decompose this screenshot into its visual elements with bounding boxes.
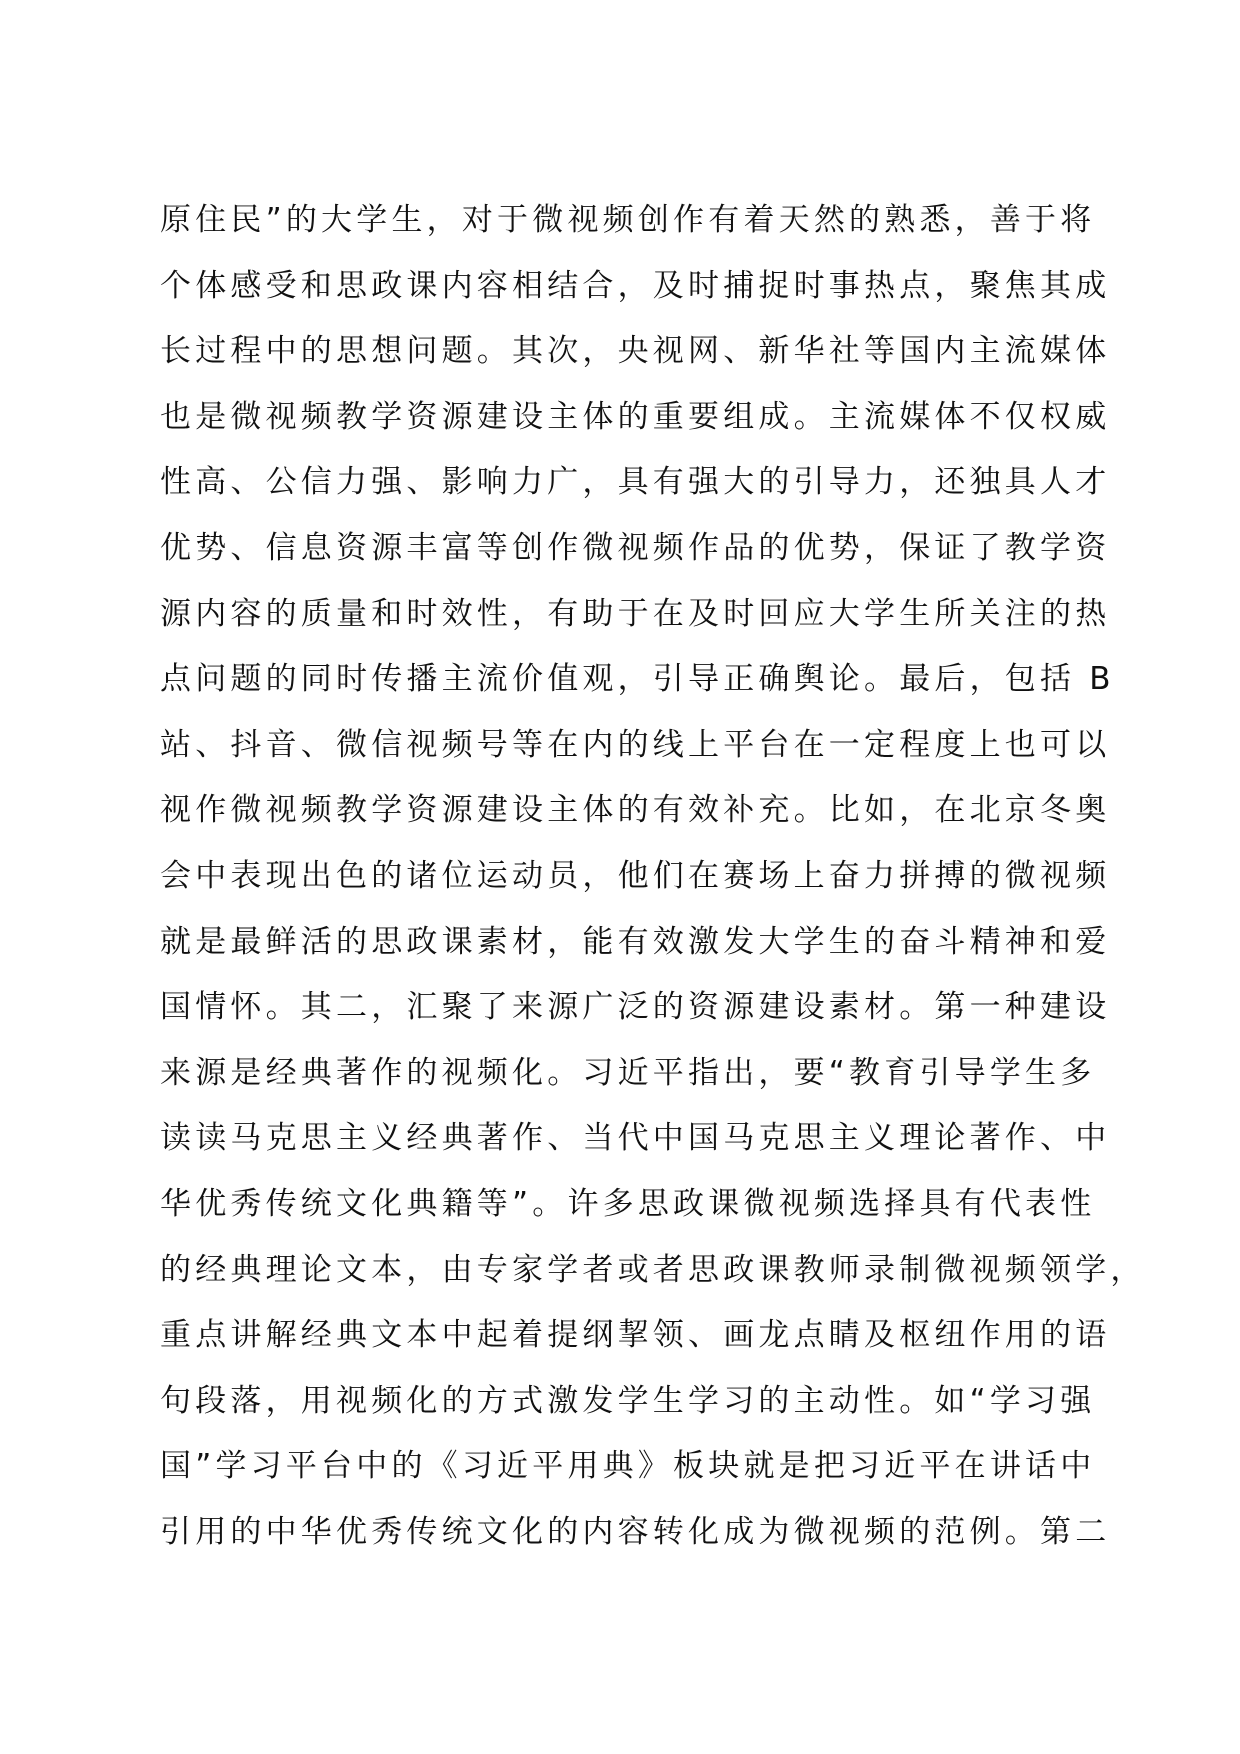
text-line: 国情怀。其二，汇聚了来源广泛的资源建设素材。第一种建设 [160, 989, 1111, 1026]
text-line: 也是微视频教学资源建设主体的重要组成。主流媒体不仅权威 [160, 398, 1111, 435]
text-line: 个体感受和思政课内容相结合，及时捕捉时事热点，聚焦其成 [160, 267, 1111, 304]
text-line: 原住民”的大学生，对于微视频创作有着天然的熟悉，善于将 [160, 202, 1096, 238]
text-line: 华优秀传统文化典籍等”。许多思政课微视频选择具有代表性 [160, 1185, 1096, 1222]
text-line: 优势、信息资源丰富等创作微视频作品的优势，保证了教学资 [160, 529, 1111, 566]
text-line: 国”学习平台中的《习近平用典》板块就是把习近平在讲话中 [160, 1448, 1096, 1485]
text-line: 点问题的同时传播主流价值观，引导正确舆论。最后，包括 B [160, 661, 1115, 698]
text-line: 读读马克思主义经典著作、当代中国马克思主义理论著作、中 [160, 1120, 1111, 1157]
text-line: 源内容的质量和时效性，有助于在及时回应大学生所关注的热 [160, 595, 1111, 632]
text-line: 长过程中的思想问题。其次，央视网、新华社等国内主流媒体 [160, 333, 1111, 370]
text-line: 性高、公信力强、影响力广，具有强大的引导力，还独具人才 [160, 464, 1111, 501]
text-line: 站、抖音、微信视频号等在内的线上平台在一定程度上也可以 [160, 726, 1111, 763]
body-paragraph [160, 188, 1146, 1565]
text-line: 视作微视频教学资源建设主体的有效补充。比如，在北京冬奥 [160, 792, 1111, 829]
text-line: 重点讲解经典文本中起着提纲挈领、画龙点睛及枢纽作用的语 [160, 1317, 1111, 1354]
text-line: 引用的中华优秀传统文化的内容转化成为微视频的范例。第二 [160, 1513, 1111, 1550]
text-line: 就是最鲜活的思政课素材，能有效激发大学生的奋斗精神和爱 [160, 923, 1111, 960]
text-line: 的经典理论文本，由专家学者或者思政课教师录制微视频领学， [160, 1251, 1146, 1288]
text-line: 会中表现出色的诸位运动员，他们在赛场上奋力拼搏的微视频 [160, 857, 1111, 894]
text-line: 来源是经典著作的视频化。习近平指出，要“教育引导学生多 [160, 1054, 1096, 1091]
text-line: 句段落，用视频化的方式激发学生学习的主动性。如“学习强 [160, 1382, 1096, 1419]
